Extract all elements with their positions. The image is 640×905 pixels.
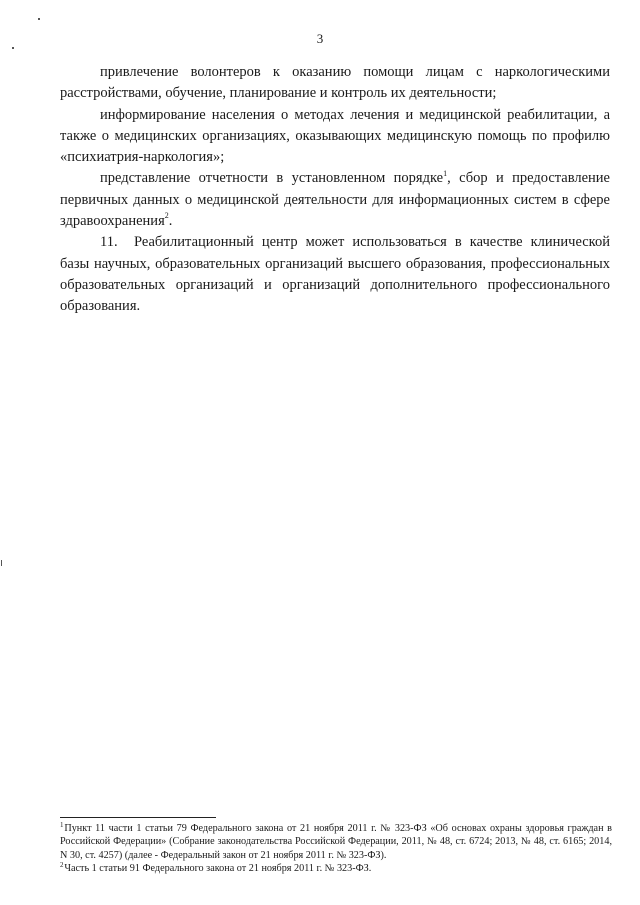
footnote-2-text: Часть 1 статьи 91 Федерального закона от 21 ноября 2011 г. № 323-ФЗ. bbox=[64, 863, 372, 875]
scan-mark bbox=[12, 47, 14, 49]
scan-mark bbox=[1, 560, 2, 566]
footnote-1-text: Пункт 11 части 1 статьи 79 Федерального закона от 21 ноября 2011 г. № 323-ФЗ «Об основах охраны здоровья граждан в Российской Федерации» (Собрание законодательства Российской Федерации, 2011, № 48, ст. 6724; 2013, № 48, ст. 6165; 2014, N 30, ст. 4257) (далее - Федеральный закон от 21 ноября 2011 г. № 323-ФЗ). bbox=[60, 823, 612, 861]
footnote-marker-2: 2 bbox=[60, 860, 64, 869]
paragraph-reporting bbox=[60, 168, 610, 232]
footnote-1 bbox=[60, 822, 612, 862]
paragraph-volunteers: привлечение волонтеров к оказанию помощи лицам с наркологическими расстройствами, обучение, планирование и контроль их деятельности; bbox=[60, 64, 610, 102]
paragraph-reporting-text-3: . bbox=[168, 213, 173, 230]
footnote-marker-1: 1 bbox=[60, 820, 64, 829]
footnote-ref-2[interactable]: 2 bbox=[164, 211, 169, 221]
paragraph-informing: информирование населения о методах лечения и медицинской реабилитации, а также о медицинских организациях, оказывающих медицинскую помощь по профилю «психиатрия-наркология»; bbox=[60, 106, 610, 166]
item-number: 11. bbox=[100, 234, 118, 251]
paragraph-reporting-text-1: представление отчетности в установленном порядке bbox=[100, 170, 444, 187]
footnote-ref-1[interactable]: 1 bbox=[443, 168, 448, 178]
item-11-text: Реабилитационный центр может использоваться в качестве клинической базы научных, образовательных организаций высшего образования, профессиональных образовательных организаций и организаций дополнительного профессионального образования. bbox=[60, 234, 610, 315]
page-number: 3 bbox=[316, 31, 324, 46]
footnote-separator bbox=[60, 817, 216, 818]
item-11 bbox=[60, 232, 610, 317]
paragraph-reporting-text-2: , сбор и предоставление первичных данных о медицинской деятельности для информационных систем в сфере здравоохранения bbox=[60, 170, 610, 230]
main-text bbox=[60, 62, 610, 318]
footnote-2 bbox=[60, 862, 612, 875]
footnotes bbox=[60, 822, 612, 876]
scan-mark bbox=[38, 18, 40, 20]
